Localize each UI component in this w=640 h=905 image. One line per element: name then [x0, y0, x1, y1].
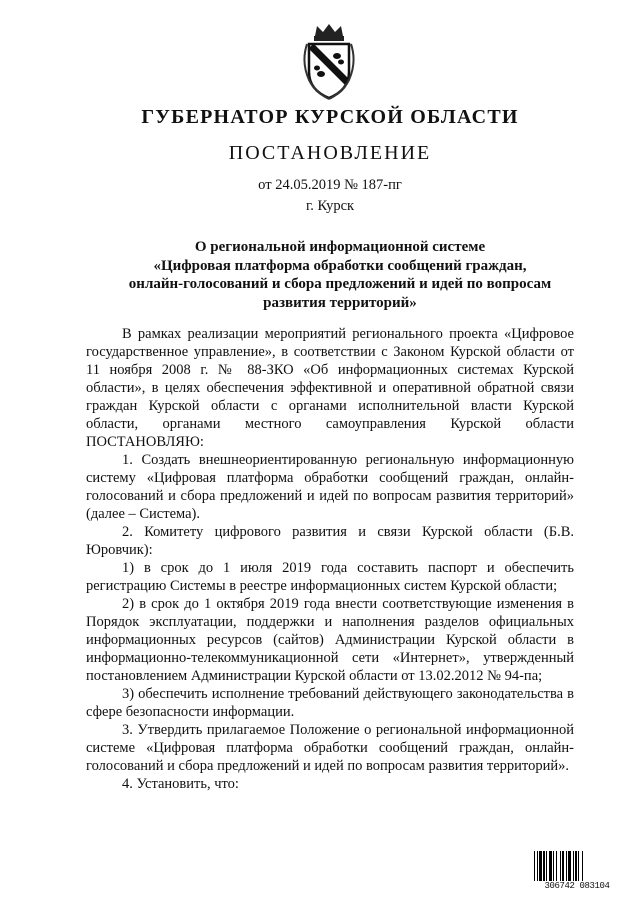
paragraph-item-1: 1. Создать внешнеориентированную региональную информационную систему «Цифровая платформа обработки сообщений граждан, онлайн-голосований и сбора предложений и идей по вопросам развития территорий» (далее – Система).: [86, 452, 574, 522]
heading-line: развития территорий»: [263, 294, 417, 311]
heading-line: О региональной информационной системе: [194, 239, 486, 255]
document-heading: [70, 238, 610, 312]
paragraph-item-3: 3. Утвердить прилагаемое Положение о региональной информационной системе «Цифровая платформа обработки сообщений граждан, онлайн-голосований и сбора предложений и идей по вопросам развития территорий».: [86, 722, 574, 774]
paragraph-subitem-3: 3) обеспечить исполнение требований действующего законодательства в сфере безопасности информации.: [86, 686, 574, 720]
heading-line: «Цифровая платформа обработки сообщений граждан,: [153, 257, 527, 274]
date-number: от 24.05.2019 № 187-пг: [258, 177, 402, 193]
heading-line: онлайн-голосований и сбора предложений и идей по вопросам: [128, 276, 552, 292]
barcode-number: 306742 083104: [534, 881, 620, 891]
paragraph-item-4: 4. Установить, что:: [122, 776, 239, 792]
paragraph-subitem-1: 1) в срок до 1 июля 2019 года составить паспорт и обеспечить регистрацию Системы в реестре информационных систем Курской области;: [86, 560, 574, 594]
paragraph-preamble: В рамках реализации мероприятий регионального проекта «Цифровое государственное управление», в соответствии с Законом Курской области от 11 ноября 2008 г. № 88-ЗКО «Об информационных системах Курской области», в целях обеспечения эффективной и оперативной обратной связи граждан Курской области с органами исполнительной власти Курской области, органами местного самоуправления Курской области ПОСТАНОВЛЯЮ:: [86, 326, 574, 450]
issuer-title: ГУБЕРНАТОР КУРСКОЙ ОБЛАСТИ: [141, 106, 519, 128]
document-body: [86, 325, 574, 793]
paragraph-item-2: 2. Комитету цифрового развития и связи Курской области (Б.В. Юровчик):: [86, 524, 574, 558]
city: г. Курск: [305, 198, 355, 214]
paragraph-subitem-2: 2) в срок до 1 октября 2019 года внести соответствующие изменения в Порядок эксплуатации, поддержки и наполнения разделов официальных информационных ресурсов (сайтов) Администрации Курской области в информационно-телекоммуникационной сети «Интернет», утвержденный постановлением Администрации Курской области от 13.02.2012 № 94-па;: [86, 596, 574, 684]
coat-of-arms-icon: [301, 22, 357, 100]
document-type: ПОСТАНОВЛЕНИЕ: [228, 142, 432, 164]
